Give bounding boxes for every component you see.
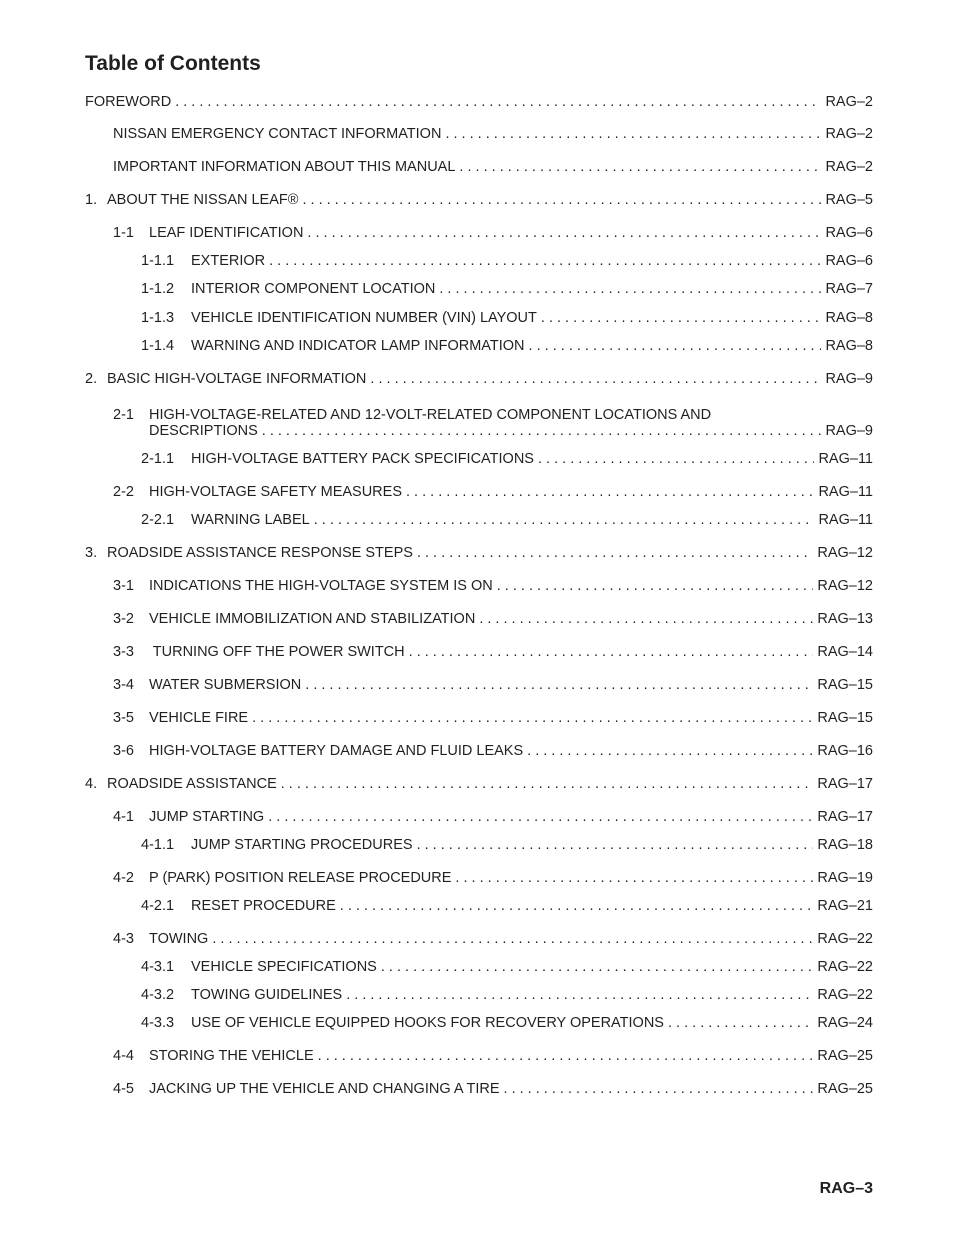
toc-entry[interactable]	[113, 223, 873, 243]
toc-entry-text: JACKING UP THE VEHICLE AND CHANGING A TIRE	[149, 1081, 500, 1097]
toc-entry[interactable]	[113, 868, 873, 888]
toc-entry-page: RAG–17	[817, 809, 873, 825]
dot-leader	[318, 1046, 814, 1066]
toc-entry[interactable]	[113, 124, 873, 144]
toc-entry-text: WARNING LABEL	[191, 512, 310, 528]
toc-entry-page: RAG–9	[825, 423, 873, 439]
toc-entry-text: FOREWORD	[85, 94, 172, 110]
dot-leader	[314, 510, 815, 530]
toc-entry-page: RAG–22	[817, 931, 873, 947]
dot-leader	[527, 741, 813, 761]
toc-entry-text: TOWING GUIDELINES	[191, 987, 343, 1003]
toc-entry[interactable]	[113, 929, 873, 949]
toc-entry-text: WARNING AND INDICATOR LAMP INFORMATION	[191, 338, 525, 354]
toc-entry-page: RAG–25	[817, 1048, 873, 1064]
toc-entry-page: RAG–6	[825, 253, 873, 269]
toc-entry-text: TOWING	[149, 931, 209, 947]
toc-entry-page: RAG–9	[825, 371, 873, 387]
toc-entry-number: 2-1.1	[141, 451, 175, 467]
dot-leader	[305, 675, 813, 695]
toc-entry-text: VEHICLE IDENTIFICATION NUMBER (VIN) LAYOUT	[191, 310, 537, 326]
dot-leader	[252, 708, 813, 728]
toc-entry[interactable]	[85, 543, 873, 563]
toc-entry-number: 1-1.2	[141, 281, 175, 297]
toc-entry-page: RAG–22	[817, 987, 873, 1003]
toc-entry-number: 1-1.4	[141, 338, 175, 354]
toc-entry[interactable]	[113, 157, 873, 177]
toc-entry-number: 1-1.1	[141, 253, 175, 269]
toc-entry[interactable]	[141, 510, 873, 530]
toc-entry[interactable]	[113, 708, 873, 728]
toc-entry-page: RAG–8	[825, 338, 873, 354]
toc-entry-text: HIGH-VOLTAGE BATTERY DAMAGE AND FLUID LEAKS	[149, 743, 524, 759]
dot-leader	[381, 957, 814, 977]
toc-entry-text: ROADSIDE ASSISTANCE	[107, 776, 277, 792]
dot-leader	[409, 642, 814, 662]
toc-entry-text: NISSAN EMERGENCY CONTACT INFORMATION	[113, 126, 442, 142]
toc-entry[interactable]	[113, 807, 873, 827]
toc-entry-number: 3-4	[113, 677, 134, 693]
toc-entry-page: RAG–11	[818, 512, 873, 528]
toc-entry-text: VEHICLE FIRE	[149, 710, 249, 726]
toc-entry-page: RAG–2	[825, 159, 873, 175]
toc-entry-page: RAG–22	[817, 959, 873, 975]
toc-entry-text: BASIC HIGH-VOLTAGE INFORMATION	[107, 371, 367, 387]
toc-entry-number: 3-5	[113, 710, 134, 726]
toc-entry-number: 3-3	[113, 644, 134, 660]
toc-entry-number: 1-1	[113, 225, 134, 241]
toc-entry-page: RAG–2	[825, 94, 873, 110]
toc-entry[interactable]	[141, 835, 873, 855]
dot-leader	[307, 223, 821, 243]
toc-entry[interactable]	[113, 1079, 873, 1099]
dot-leader	[340, 896, 814, 916]
dot-leader	[175, 92, 821, 112]
dot-leader	[269, 251, 821, 271]
page-title: Table of Contents	[85, 52, 261, 75]
toc-entry[interactable]	[141, 896, 873, 916]
toc-entry-number: 4-3.2	[141, 987, 175, 1003]
toc-entry[interactable]	[85, 774, 873, 794]
dot-leader	[504, 1079, 814, 1099]
toc-entry-text: INDICATIONS THE HIGH-VOLTAGE SYSTEM IS ON	[149, 578, 493, 594]
toc-entry-number: 3-6	[113, 743, 134, 759]
toc-entry-text: JUMP STARTING PROCEDURES	[191, 837, 413, 853]
toc-entry-page: RAG–19	[817, 870, 873, 886]
toc-entry-number: 4.	[85, 776, 98, 792]
toc-entry-number: 2-2	[113, 484, 134, 500]
dot-leader	[262, 421, 822, 441]
toc-entry[interactable]	[85, 92, 873, 112]
toc-entry-number: 4-4	[113, 1048, 134, 1064]
toc-entry-page: RAG–15	[817, 710, 873, 726]
toc-entry-text: RESET PROCEDURE	[191, 898, 336, 914]
toc-entry-text: USE OF VEHICLE EQUIPPED HOOKS FOR RECOVERY OPERATIONS	[191, 1015, 664, 1031]
toc-entry[interactable]	[141, 449, 873, 469]
toc-entry-number: 3-2	[113, 611, 134, 627]
toc-entry-text: VEHICLE SPECIFICATIONS	[191, 959, 377, 975]
dot-leader	[668, 1013, 813, 1033]
toc-entry[interactable]	[113, 576, 873, 596]
dot-leader	[541, 308, 822, 328]
dot-leader	[479, 609, 813, 629]
toc-entry[interactable]	[141, 251, 873, 271]
toc-entry-number: 4-2.1	[141, 898, 175, 914]
toc-entry-number: 3.	[85, 545, 98, 561]
toc-entry-text: ROADSIDE ASSISTANCE RESPONSE STEPS	[107, 545, 413, 561]
toc-entry-page: RAG–25	[817, 1081, 873, 1097]
dot-leader	[406, 482, 814, 502]
toc-entry[interactable]	[113, 1046, 873, 1066]
toc-entry-page: RAG–2	[825, 126, 873, 142]
toc-entry-page: RAG–12	[817, 545, 873, 561]
toc-entry-text: IMPORTANT INFORMATION ABOUT THIS MANUAL	[113, 159, 456, 175]
toc-entry-page: RAG–11	[818, 451, 873, 467]
dot-leader	[529, 336, 822, 356]
toc-entry-number: 2-2.1	[141, 512, 175, 528]
toc-entry-text: EXTERIOR	[191, 253, 266, 269]
toc-entry-page: RAG–18	[817, 837, 873, 853]
toc-entry-text: DESCRIPTIONS	[149, 423, 258, 439]
toc-entry-number: 4-5	[113, 1081, 134, 1097]
toc-entry-page: RAG–6	[825, 225, 873, 241]
dot-leader	[346, 985, 813, 1005]
toc-entry-text: WATER SUBMERSION	[149, 677, 302, 693]
toc-entry[interactable]	[141, 985, 873, 1005]
dot-leader	[538, 449, 814, 469]
dot-leader	[455, 868, 813, 888]
dot-leader	[370, 369, 821, 389]
toc-entry-text: STORING THE VEHICLE	[149, 1048, 314, 1064]
toc-entry-page: RAG–17	[817, 776, 873, 792]
toc-entry[interactable]	[85, 190, 873, 210]
dot-leader	[302, 190, 821, 210]
toc-entry[interactable]	[141, 1013, 873, 1033]
toc-entry-page: RAG–21	[817, 898, 873, 914]
toc-entry[interactable]	[113, 482, 873, 502]
toc-entry-number: 4-3.1	[141, 959, 175, 975]
dot-leader	[212, 929, 813, 949]
toc-entry-page: RAG–8	[825, 310, 873, 326]
toc-entry-text: P (PARK) POSITION RELEASE PROCEDURE	[149, 870, 452, 886]
toc-entry-page: RAG–14	[817, 644, 873, 660]
toc-entry-text: TURNING OFF THE POWER SWITCH	[149, 644, 405, 660]
dot-leader	[417, 543, 813, 563]
toc-entry-number: 2.	[85, 371, 98, 387]
toc-entry-number: 1.	[85, 192, 98, 208]
toc-entry[interactable]	[141, 957, 873, 977]
toc-entry-number: 3-1	[113, 578, 134, 594]
toc-entry-number: 4-1.1	[141, 837, 175, 853]
dot-leader	[281, 774, 814, 794]
toc-entry[interactable]	[113, 642, 873, 662]
toc-entry[interactable]	[85, 369, 873, 389]
toc-entry-page: RAG–13	[817, 611, 873, 627]
toc-entry-number: 4-2	[113, 870, 134, 886]
toc-entry[interactable]	[113, 675, 873, 695]
toc-entry[interactable]	[113, 609, 873, 629]
toc-entry-page: RAG–11	[818, 484, 873, 500]
page-number: RAG–3	[819, 1180, 873, 1197]
toc-entry[interactable]	[141, 336, 873, 356]
toc-entry-page: RAG–5	[825, 192, 873, 208]
dot-leader	[497, 576, 814, 596]
toc-entry-number: 4-1	[113, 809, 134, 825]
dot-leader	[417, 835, 814, 855]
toc-entry[interactable]	[149, 421, 873, 441]
toc-entry-text: ABOUT THE NISSAN LEAF®	[107, 192, 299, 208]
toc-entry-text: JUMP STARTING	[149, 809, 265, 825]
toc-entry[interactable]	[113, 741, 873, 761]
toc-entry[interactable]	[141, 308, 873, 328]
toc-entry-text: LEAF IDENTIFICATION	[149, 225, 304, 241]
toc-entry-number: 4-3	[113, 931, 134, 947]
dot-leader	[439, 279, 821, 299]
dot-leader	[268, 807, 813, 827]
toc-entry-page: RAG–15	[817, 677, 873, 693]
toc-entry-text: HIGH-VOLTAGE BATTERY PACK SPECIFICATIONS	[191, 451, 534, 467]
toc-entry-text: HIGH-VOLTAGE SAFETY MEASURES	[149, 484, 402, 500]
dot-leader	[459, 157, 821, 177]
toc-entry-text: VEHICLE IMMOBILIZATION AND STABILIZATION	[149, 611, 476, 627]
toc-entry-number: 4-3.3	[141, 1015, 175, 1031]
toc-entry-number: 2-1	[113, 407, 134, 423]
toc-entry-page: RAG–12	[817, 578, 873, 594]
toc-entry-page: RAG–7	[825, 281, 873, 297]
toc-entry-page: RAG–24	[817, 1015, 873, 1031]
toc-entry[interactable]	[141, 279, 873, 299]
toc-entry-page: RAG–16	[817, 743, 873, 759]
toc-entry-number: 1-1.3	[141, 310, 175, 326]
toc-entry-text: INTERIOR COMPONENT LOCATION	[191, 281, 436, 297]
toc-entry-text: HIGH-VOLTAGE-RELATED AND 12-VOLT-RELATED COMPONENT LOCATIONS AND	[149, 407, 712, 423]
dot-leader	[445, 124, 821, 144]
